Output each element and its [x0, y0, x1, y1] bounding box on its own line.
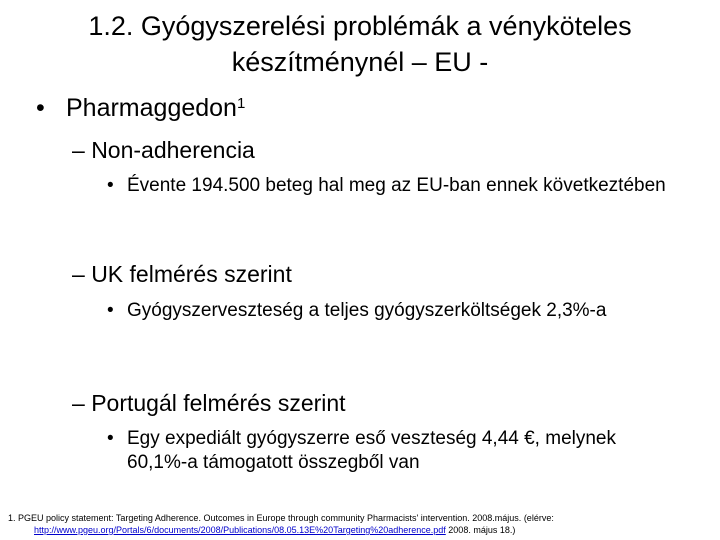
main-bullet-text: Pharmaggedon — [66, 94, 237, 122]
footnote-link[interactable]: http://www.pgeu.org/Portals/6/documents/2008/Publications/08.05.13E%20Targeting%20adherence.pdf — [34, 525, 446, 535]
sub-bullet-text: Évente 194.500 beteg hal meg az EU-ban ennek következtében — [127, 175, 666, 196]
sub-bullet-text: Egy expediált gyógyszerre eső veszteség 4,44 €, melynek 60,1%-a támogatott összegből van — [127, 428, 616, 473]
slide-title — [20, 8, 700, 80]
bullet-icon: • — [36, 94, 45, 122]
bullet-icon: • — [107, 428, 114, 449]
dash-icon: – — [72, 261, 85, 287]
footnote — [8, 512, 708, 536]
section-label: UK felmérés szerint — [91, 261, 292, 287]
footnote-text: 1. PGEU policy statement: Targeting Adherence. Outcomes in Europe through community Pharmacists' intervention. 2008.május. (elérve: — [8, 513, 554, 523]
footnote-ref[interactable]: 1 — [236, 95, 246, 112]
footnote-date: 2008. május 18.) — [448, 525, 516, 535]
section-heading-non-adherence — [72, 136, 255, 164]
bullet-icon: • — [107, 300, 114, 321]
sub-bullet-text: Gyógyszerveszteség a teljes gyógyszerköltségek 2,3%-a — [127, 300, 607, 321]
title-line-1: 1.2. Gyógyszerelési problémák a vényköteles — [88, 11, 632, 41]
bullet-icon: • — [107, 175, 114, 196]
sub-bullet-item — [107, 299, 677, 323]
sub-bullet-item — [107, 174, 677, 198]
dash-icon: – — [72, 390, 85, 416]
sub-bullet-item — [107, 427, 677, 475]
section-heading-uk-survey — [72, 260, 292, 288]
section-label: Non-adherencia — [91, 137, 255, 163]
title-line-2: készítménynél – EU - — [231, 47, 489, 77]
section-heading-portugal-survey — [72, 389, 346, 417]
dash-icon: – — [72, 137, 85, 163]
main-bullet — [36, 92, 245, 124]
section-label: Portugál felmérés szerint — [91, 390, 346, 416]
